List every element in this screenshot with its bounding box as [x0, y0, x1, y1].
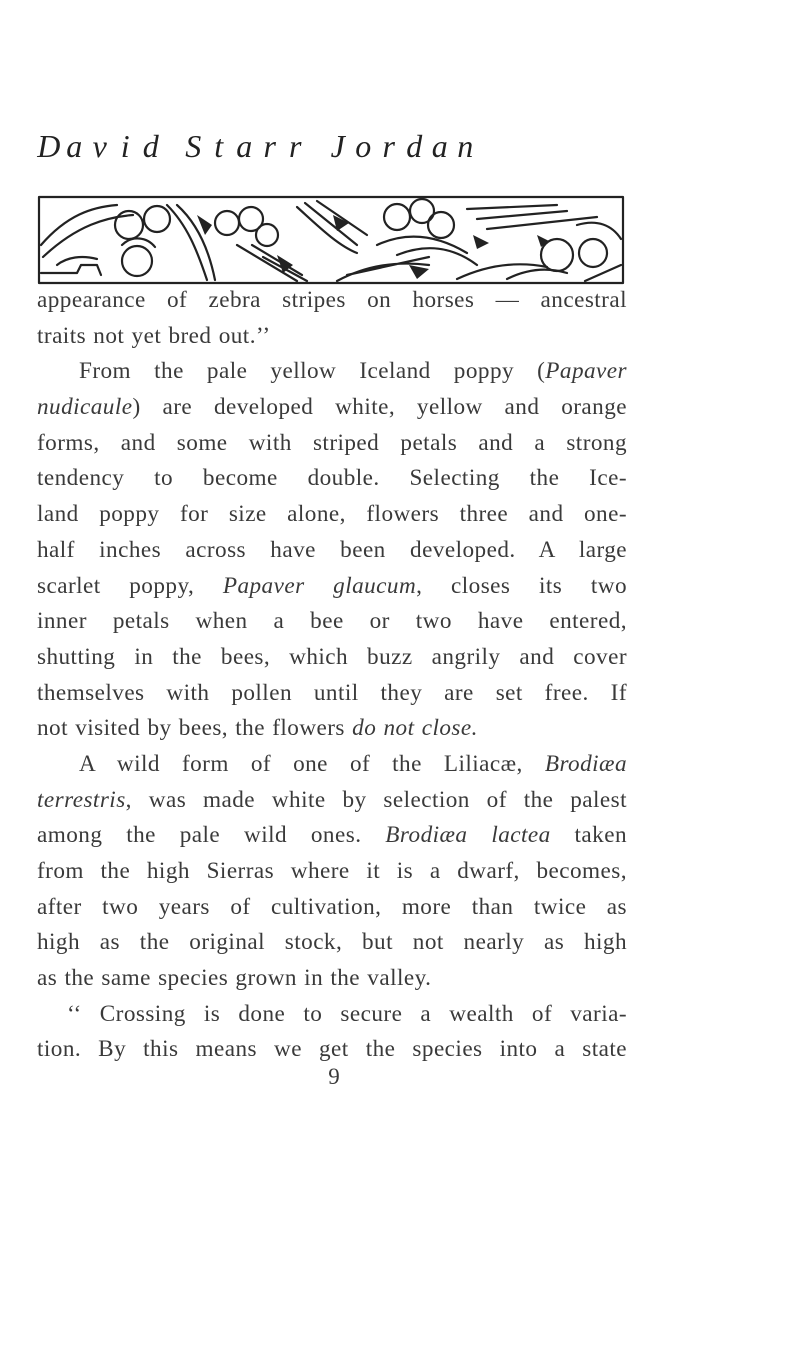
text-span: , closes its two — [416, 572, 628, 599]
text-span: A wild form of one of the Liliacæ, — [79, 750, 545, 777]
text-span: shutting in the bees, which buzz angrily and cover — [37, 643, 627, 670]
text-line — [37, 604, 627, 640]
text-span: traits not yet bred out.’’ — [37, 322, 271, 349]
text-line — [37, 354, 627, 390]
text-line — [37, 711, 627, 747]
text-line — [37, 497, 627, 533]
latin-name: terrestris — [37, 786, 126, 813]
text-line — [37, 997, 627, 1033]
text-span: inner petals when a bee or two have entered, — [37, 608, 627, 635]
latin-name: Brodiæa lactea — [385, 822, 551, 849]
running-head-letter: r — [382, 128, 395, 164]
text-span: from the high Sierras where it is a dwarf, becomes, — [37, 858, 627, 884]
text-line — [37, 319, 627, 355]
text-span: half inches across have been developed. A large — [37, 536, 627, 563]
text-line — [37, 640, 627, 676]
running-head-letter: v — [92, 128, 107, 164]
text-line — [37, 390, 627, 426]
latin-name: Papaver — [545, 358, 627, 385]
text-line — [37, 569, 627, 605]
text-line — [37, 854, 627, 890]
latin-name: Brodiæa — [544, 750, 627, 777]
running-head-letter: a — [431, 128, 448, 164]
running-head-letters — [36, 128, 478, 164]
running-head-letter: r — [263, 128, 276, 164]
text-span: among the pale wild ones. — [37, 822, 386, 849]
text-span: From the pale yellow Iceland poppy ( — [79, 358, 546, 385]
text-line — [37, 283, 627, 319]
text-span: tion. By this means we get the species into a state — [37, 1036, 627, 1063]
running-head-letter: o — [355, 128, 372, 164]
text-span: land poppy for size alone, flowers three and one- — [37, 501, 627, 528]
running-head-letter: a — [66, 128, 83, 164]
page-number: 9 — [328, 1064, 340, 1089]
text-span: themselves with pollen until they are set free. If — [37, 679, 627, 706]
text-line — [37, 961, 627, 997]
text-span: , was made white by selection of the palest — [125, 786, 627, 813]
decorative-vine-ornament-icon — [37, 195, 625, 285]
text-span: forms, and some with striped petals and a strong — [37, 429, 627, 456]
running-head-letter: a — [236, 128, 253, 164]
running-head-letter: J — [330, 128, 345, 164]
text-line — [37, 783, 627, 819]
text-span: taken — [550, 822, 627, 849]
text-span: after two years of cultivation, more than twice as — [37, 893, 627, 920]
running-head-letter: d — [142, 128, 159, 164]
text-span: tendency to become double. Selecting the Ice- — [37, 465, 627, 492]
text-line — [37, 890, 627, 926]
latin-name: nudicaule — [37, 394, 133, 421]
text-span: not visited by bees, the flowers — [37, 715, 353, 742]
text-line — [37, 818, 627, 854]
body-text — [37, 283, 627, 1068]
running-head-letter: n — [457, 128, 474, 164]
running-head-letter: t — [214, 128, 224, 164]
text-span: as the same species grown in the valley. — [37, 965, 432, 992]
text-line — [37, 1032, 627, 1068]
running-head-letter: D — [37, 128, 61, 164]
text-span: scarlet poppy, — [37, 572, 223, 599]
running-head — [36, 128, 636, 165]
text-span: ) are developed white, yellow and orange — [132, 394, 627, 421]
text-span: ‘‘ Crossing is done to secure a wealth of varia- — [67, 1000, 627, 1027]
text-span: appearance of zebra stripes on horses — ancestral — [37, 287, 627, 313]
text-span: high as the original stock, but not nearly as high — [37, 929, 627, 956]
emphasis: do not close. — [352, 715, 478, 742]
running-head-letter: i — [120, 128, 130, 164]
latin-name: Papaver glaucum — [222, 572, 417, 599]
text-line — [37, 533, 627, 569]
running-head-letter: r — [289, 128, 302, 164]
text-line — [37, 426, 627, 462]
text-line — [37, 747, 627, 783]
running-head-letter: d — [406, 128, 423, 164]
text-line — [37, 676, 627, 712]
running-head-letter: S — [185, 128, 202, 164]
text-line — [37, 925, 627, 961]
text-line — [37, 461, 627, 497]
